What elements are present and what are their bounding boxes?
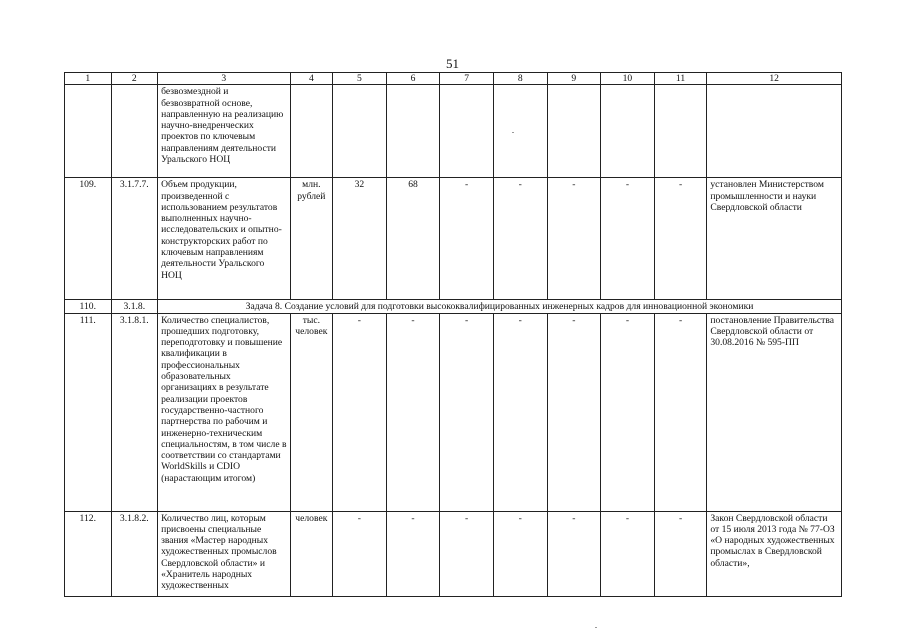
value-cell: - [654,313,707,511]
value-cell: - [547,511,601,596]
table-row-111 [65,313,842,511]
table-row-112 [65,511,842,596]
row-number: 110. [65,300,112,313]
column-header: 12 [707,73,842,85]
column-header: 9 [547,73,601,85]
value-cell [547,85,601,178]
column-header: 11 [654,73,707,85]
value-cell: - [333,313,387,511]
row-number: 111. [65,313,112,511]
value-cell: - [440,178,494,300]
table-row-109 [65,178,842,300]
value-cell: - [386,313,440,511]
row-number: 112. [65,511,112,596]
row-code: 3.1.8.2. [111,511,158,596]
indicator-name: безвозмездной и безвозвратной основе, направленную на реализацию научно-внедренческих проектов по ключевым направлениям деятельности Уральского НОЦ [158,85,291,178]
row-code: 3.1.8. [111,300,158,313]
value-cell: - [493,178,547,300]
unit-cell: млн. рублей [290,178,332,300]
value-cell: - [547,178,601,300]
column-header: 8 [493,73,547,85]
column-header: 3 [158,73,291,85]
value-cell: - [333,511,387,596]
table-row-110-task [65,300,842,313]
value-cell: - [601,178,655,300]
column-header: 6 [386,73,440,85]
value-cell: - [547,313,601,511]
indicators-table [64,72,842,597]
value-cell [493,85,547,178]
value-cell [440,85,494,178]
table-row-continuation [65,85,842,178]
row-code [111,85,158,178]
indicator-name: Объем продукции, произведенной с использованием результатов выполненных научно-исследовательских и опытно-конструкторских работ по ключевым направлениям деятельности Уральского НОЦ [158,178,291,300]
column-header: 4 [290,73,332,85]
page-number: 51 [446,56,459,71]
task-heading: Задача 8. Создание условий для подготовки высококвалифицированных инженерных кадров для инновационной экономики [158,300,842,313]
column-header: 1 [65,73,112,85]
source-note: установлен Министерством промышленности и науки Свердловской области [707,178,842,300]
value-cell [386,85,440,178]
column-header: 10 [601,73,655,85]
scan-speck [595,627,597,628]
row-number [65,85,112,178]
value-cell: - [440,313,494,511]
indicator-name: Количество специалистов, прошедших подготовку, переподготовку и повышение квалификации в профессиональных образовательных организациях в результате реализации проектов государственно-частного партнерства по рабочим и инженерно-техническим специальностям, в том числе в соответствии со стандартами WorldSkills и CDIO (нарастающим итогом) [158,313,291,511]
value-cell [333,85,387,178]
source-note [707,85,842,178]
value-cell: 68 [386,178,440,300]
value-cell: - [440,511,494,596]
column-header: 2 [111,73,158,85]
value-cell: - [654,178,707,300]
indicator-name: Количество лиц, которым присвоены специальные звания «Мастер народных художественных промыслов Свердловской области» и «Хранитель народных художественных [158,511,291,596]
column-header: 5 [333,73,387,85]
value-cell: - [493,511,547,596]
unit-cell: человек [290,511,332,596]
value-cell: - [601,313,655,511]
row-code: 3.1.8.1. [111,313,158,511]
unit-cell: тыс. человек [290,313,332,511]
row-number: 109. [65,178,112,300]
unit-cell [290,85,332,178]
source-note: постановление Правительства Свердловской области от 30.08.2016 № 595-ПП [707,313,842,511]
value-cell [654,85,707,178]
row-code: 3.1.7.7. [111,178,158,300]
scan-speck [512,132,514,133]
value-cell: - [601,511,655,596]
value-cell: - [386,511,440,596]
column-number-row [65,73,842,85]
source-note: Закон Свердловской области от 15 июля 2013 года № 77-ОЗ «О народных художественных промыслах в Свердловской области», [707,511,842,596]
value-cell: - [654,511,707,596]
value-cell [601,85,655,178]
value-cell: 32 [333,178,387,300]
column-header: 7 [440,73,494,85]
value-cell: - [493,313,547,511]
